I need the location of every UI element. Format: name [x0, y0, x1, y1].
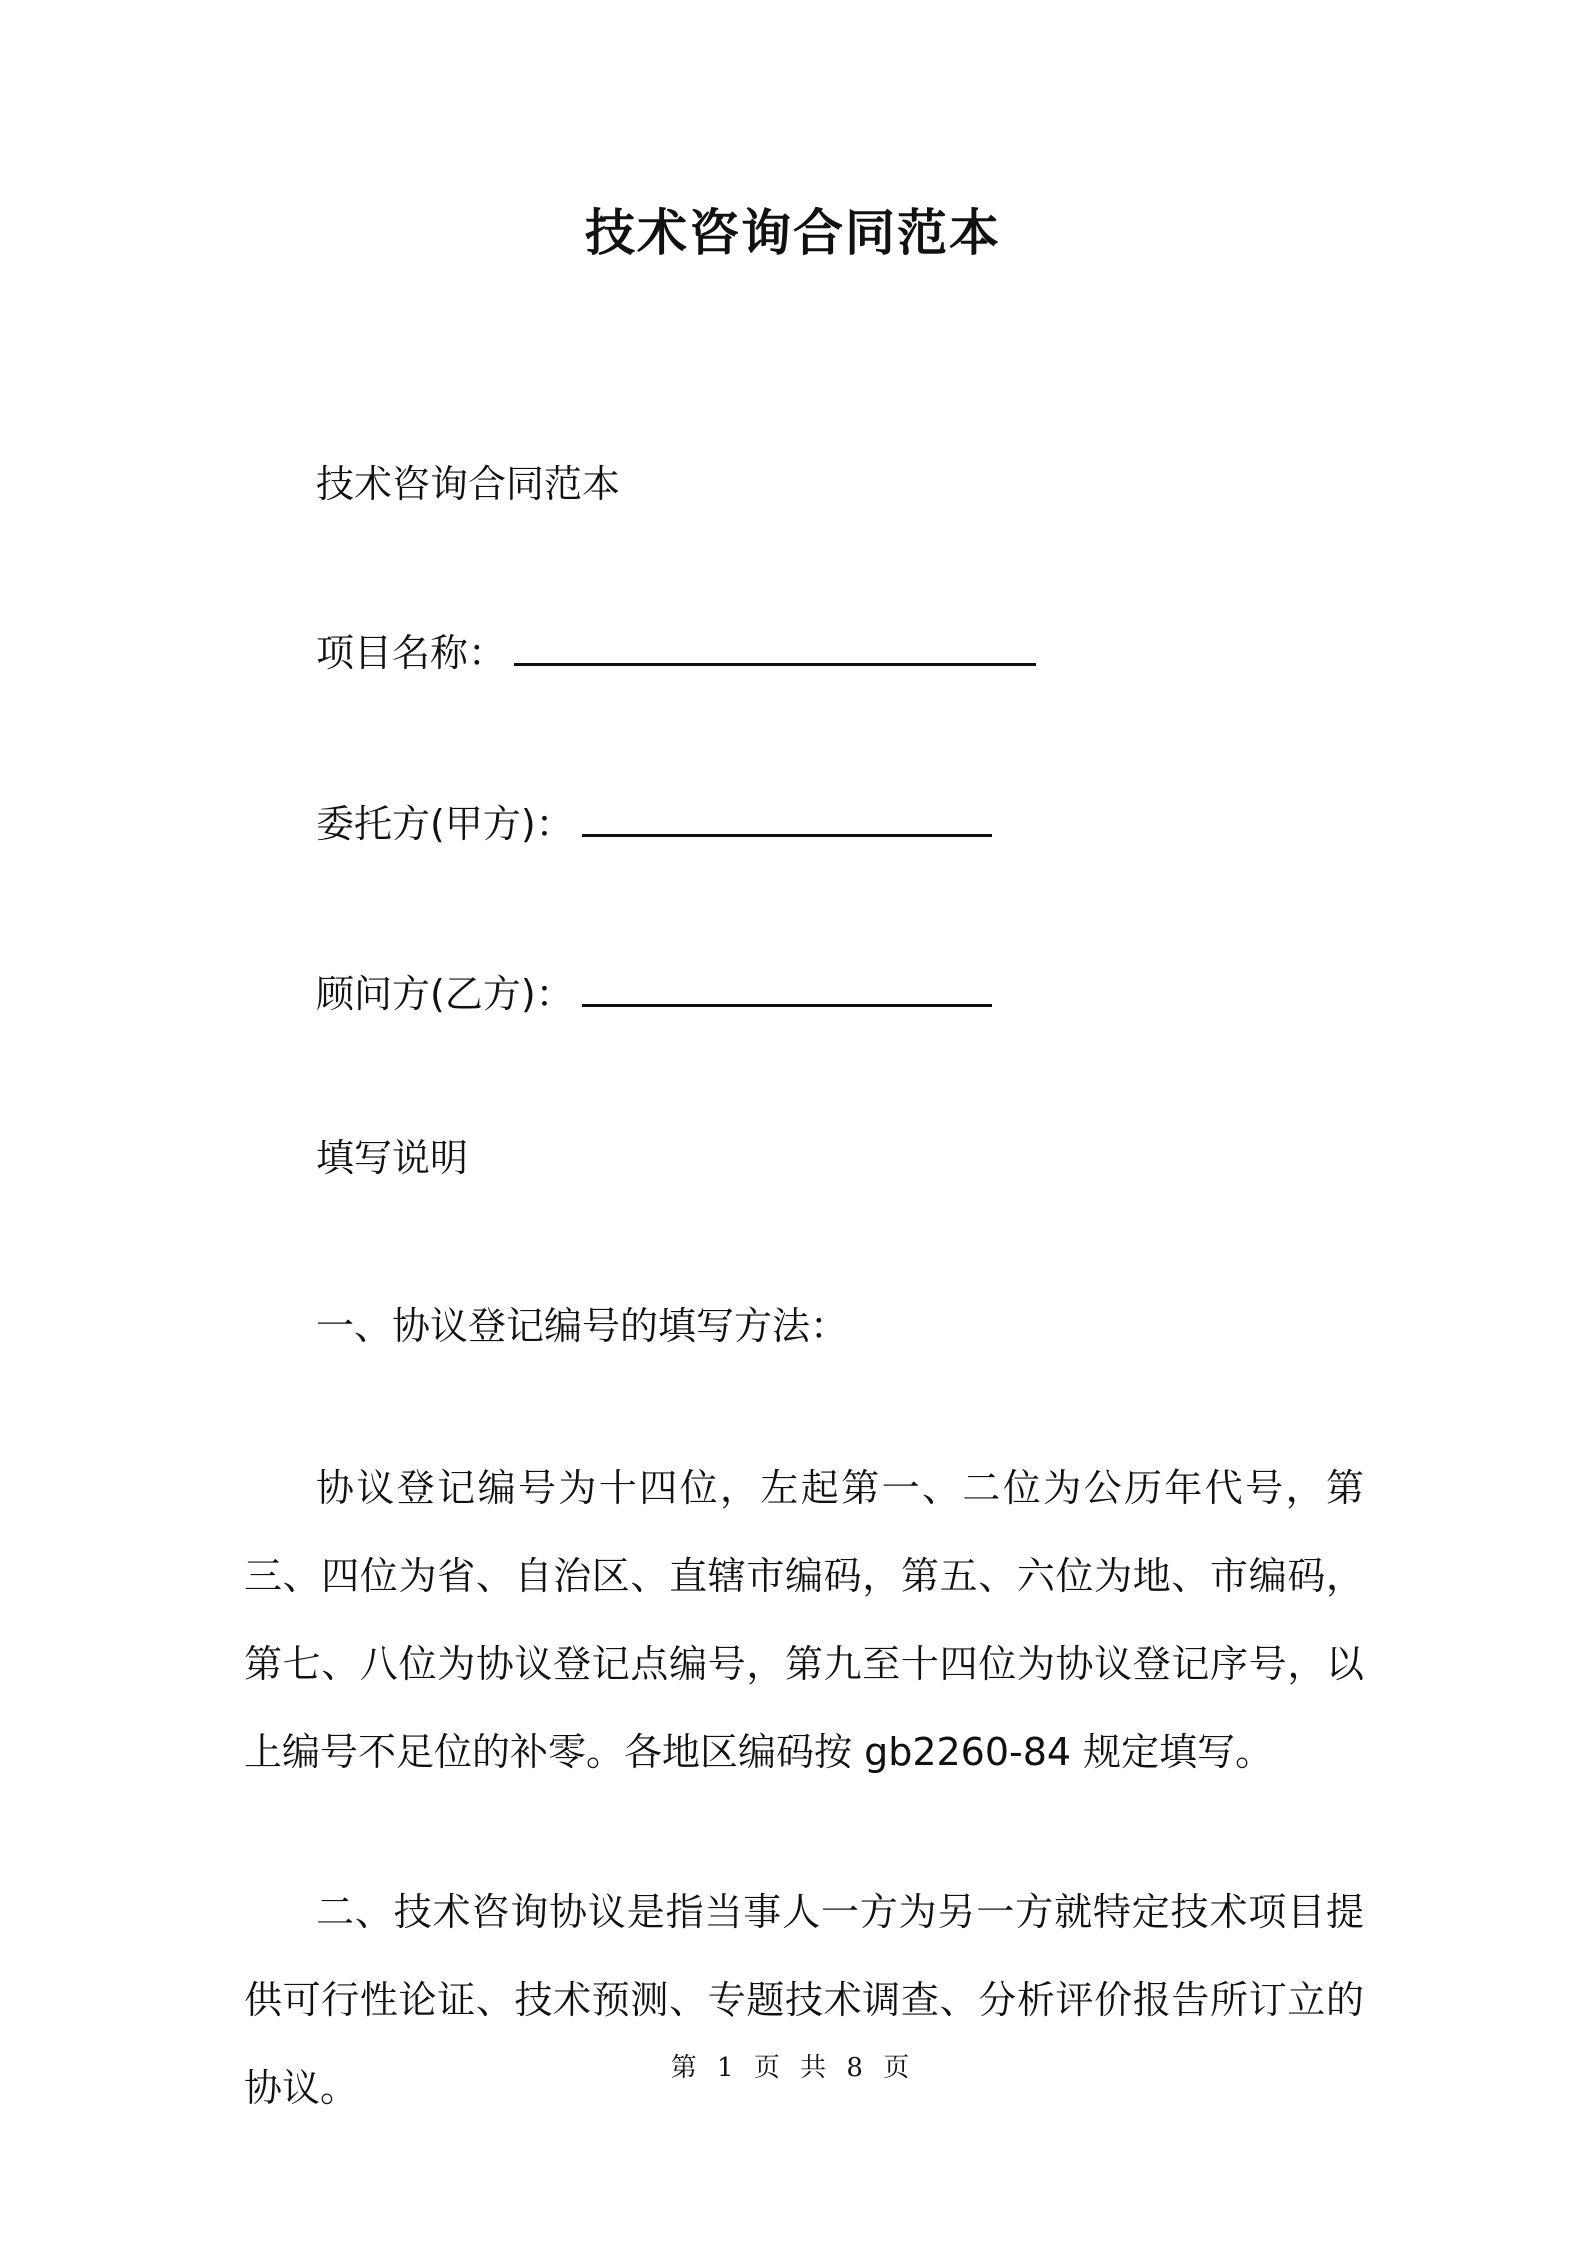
section-one-heading: 一、协议登记编号的填写方法：: [316, 1304, 849, 1348]
document-subtitle: 技术咨询合同范本: [316, 462, 621, 506]
page-footer: 第 1 页 共 8 页: [670, 2053, 916, 2083]
client-label: 委托方(甲方)：: [316, 802, 574, 846]
paragraph-two: 二、技术咨询协议是指当事人一方为另一方就特定技术项目提供可行性论证、技术预测、专题技术调查、分析评价报告所订立的协议。: [244, 1890, 1364, 2110]
client-blank[interactable]: [582, 796, 992, 837]
consultant-blank[interactable]: [582, 966, 992, 1007]
consultant-field: [316, 966, 992, 1020]
document-title: 技术咨询合同范本: [585, 203, 1001, 262]
project-name-blank[interactable]: [514, 625, 1036, 666]
consultant-label: 顾问方(乙方)：: [316, 972, 574, 1016]
instructions-heading: 填写说明: [316, 1136, 469, 1180]
client-field: [316, 796, 992, 850]
paragraph-one: 协议登记编号为十四位，左起第一、二位为公历年代号，第三、四位为省、自治区、直辖市编码，第五、六位为地、市编码，第七、八位为协议登记点编号，第九至十四位为协议登记序号，以上编号不足位的补零。各地区编码按 gb2260-84 规定填写。: [244, 1466, 1364, 1774]
project-name-label: 项目名称：: [316, 631, 507, 675]
project-name-field: [316, 625, 1036, 679]
